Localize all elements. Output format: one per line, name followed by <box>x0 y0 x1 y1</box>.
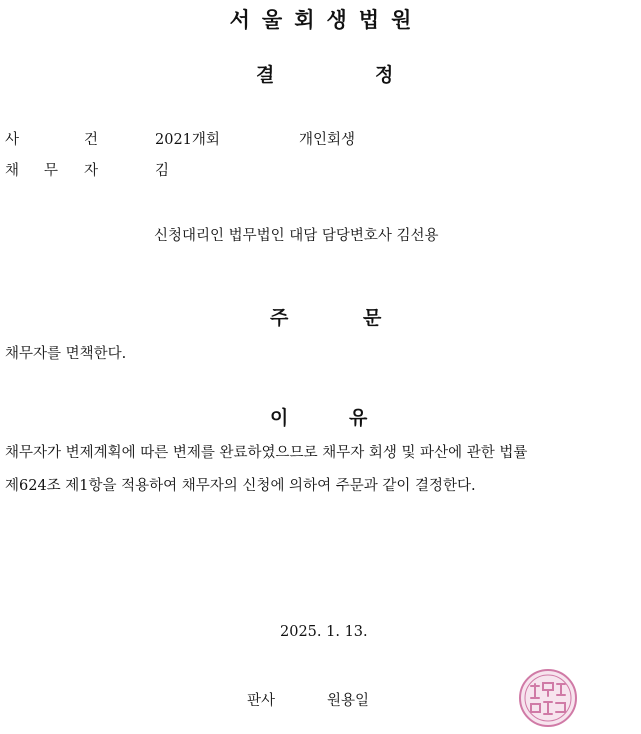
reason-heading-right: 유 <box>349 407 368 429</box>
doc-title-right: 정 <box>375 64 394 86</box>
order-text: 채무자를 면책한다. <box>5 346 127 362</box>
order-heading-left: 주 <box>270 307 289 329</box>
case-label-char-2: 건 <box>84 132 99 148</box>
reason-text-line-1: 채무자가 변제계획에 따른 변제를 완료하였으므로 채무자 회생 및 파산에 관한 법률 <box>5 445 528 461</box>
debtor-label-char-1: 채 <box>5 163 20 179</box>
case-name: 개인회생 <box>299 132 356 148</box>
debtor-label-char-3: 자 <box>84 163 99 179</box>
legal-agent: 신청대리인 법무법인 대담 담당변호사 김선용 <box>154 228 439 244</box>
case-number: 2021개회 <box>155 132 220 148</box>
debtor-label-char-2: 무 <box>44 163 59 179</box>
court-name: 서울회생법원 <box>229 8 424 32</box>
judge-seal-icon <box>518 668 578 728</box>
judge-name: 원용일 <box>327 693 370 709</box>
decision-date: 2025. 1. 13. <box>280 624 368 640</box>
case-label-char-1: 사 <box>5 132 20 148</box>
reason-text-line-2: 제624조 제1항을 적용하여 채무자의 신청에 의하여 주문과 같이 결정한다. <box>5 478 476 494</box>
debtor-name: 김 <box>155 163 170 179</box>
reason-heading-left: 이 <box>270 407 289 429</box>
order-heading-right: 문 <box>363 307 382 329</box>
doc-title-left: 결 <box>256 64 275 86</box>
judge-title: 판사 <box>247 693 276 709</box>
